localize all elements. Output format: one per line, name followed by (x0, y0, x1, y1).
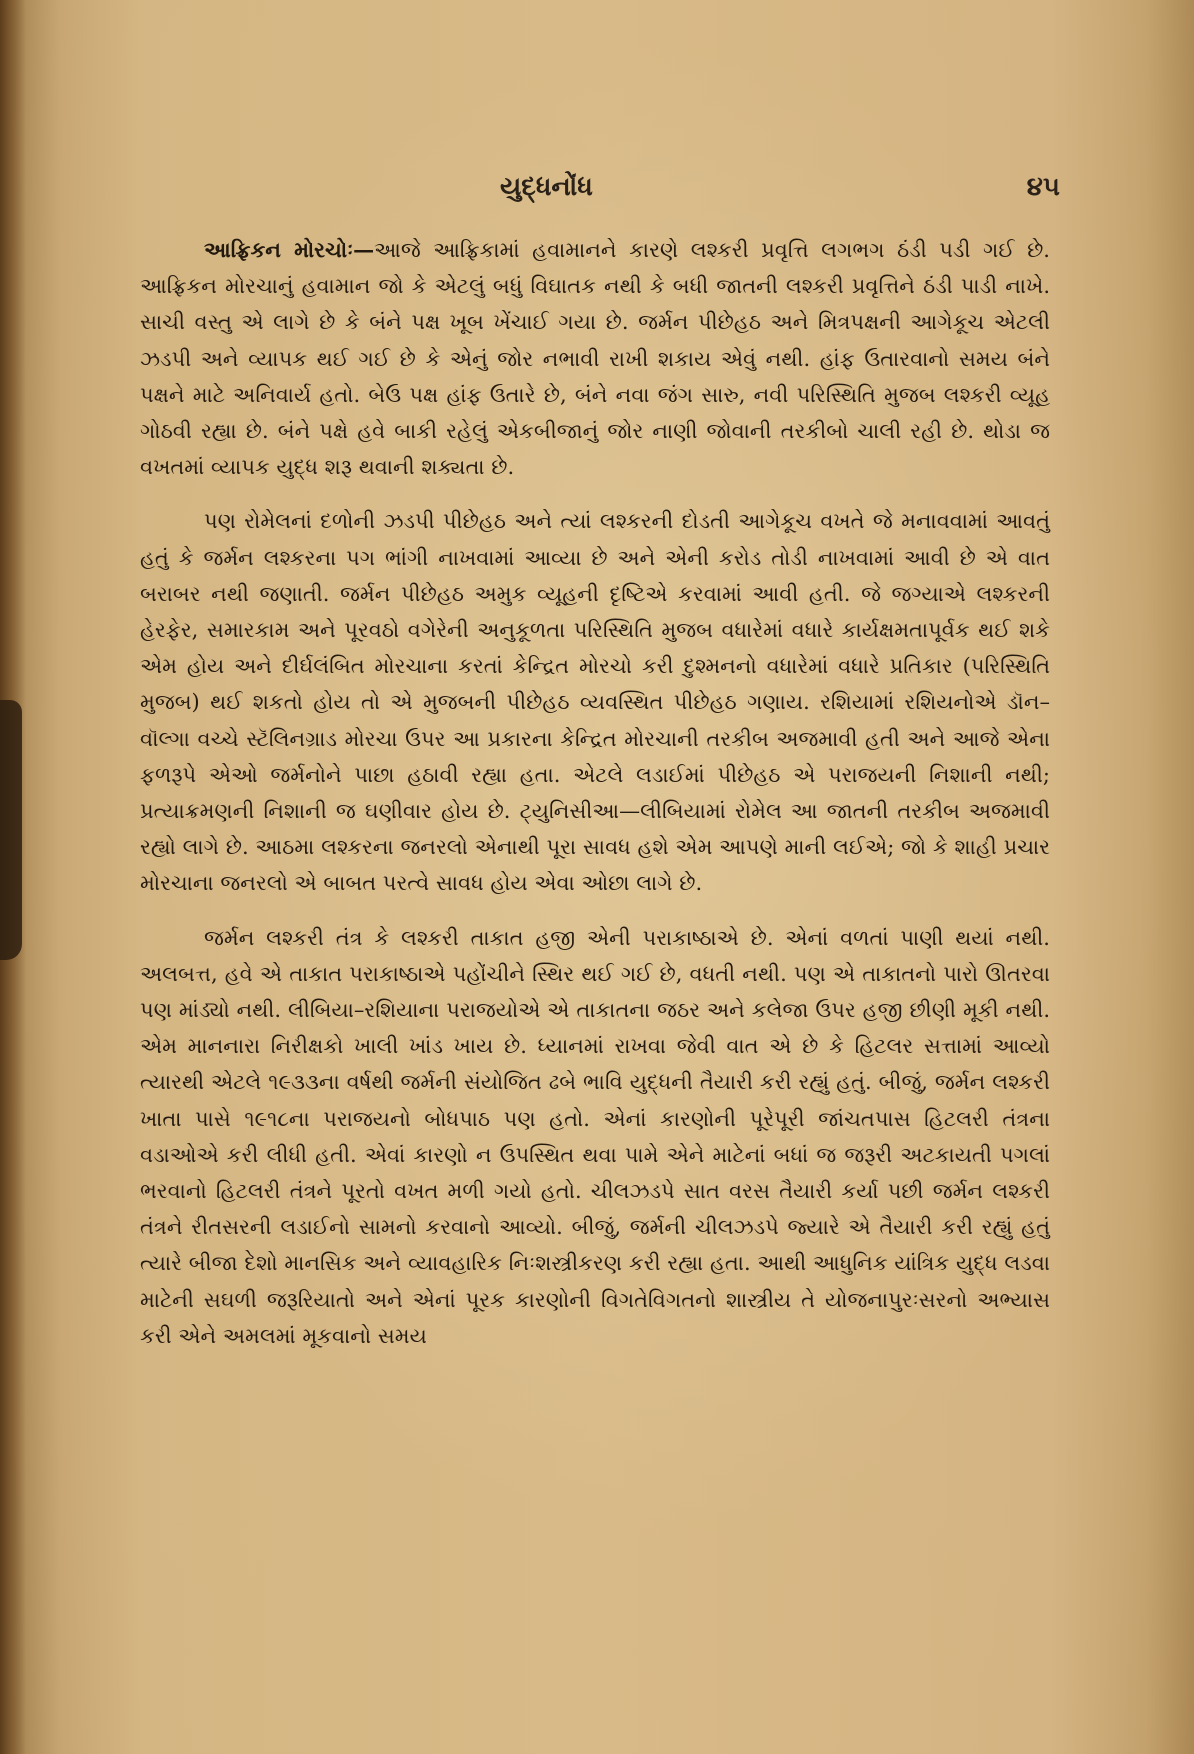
torn-margin (0, 700, 22, 960)
paragraph-rommel-retreat (140, 503, 1050, 901)
section-heading: આફ્રિકન મોરચોઃ— (204, 237, 375, 262)
paragraph-text: આજે આફ્રિકામાં હવામાનને કારણે લશ્કરી પ્રવૃત્તિ લગભગ ઠંડી પડી ગઈ છે. આફ્રિકન મોરચાનું હવામાન જો કે એટલું બધું વિઘાતક નથી કે બધી જાતની લશ્કરી પ્રવૃત્તિને ઠંડી પાડી નાખે. સાચી વસ્તુ એ લાગે છે કે બંને પક્ષ ખૂબ ખેંચાઈ ગયા છે. જર્મન પીછેહઠ અને મિત્રપક્ષની આગેકૂચ એટલી ઝડપી અને વ્યાપક થઈ ગઈ છે કે એનું જોર નભાવી રાખી શકાય એવું નથી. હાંફ ઉતારવાનો સમય બંને પક્ષને માટે અનિવાર્ય હતો. બેઉ પક્ષ હાંફ ઉતારે છે, બંને નવા જંગ સારુ, નવી પરિસ્થિતિ મુજબ લશ્કરી વ્યૂહ ગોઠવી રહ્યા છે. બંને પક્ષે હવે બાકી રહેલું એકબીજાનું જોર નાણી જોવાની તરકીબો ચાલી રહી છે. થોડા જ વખતમાં વ્યાપક યુદ્ધ શરૂ થવાની શક્યતા છે. (140, 238, 1050, 480)
page-number: ૪૫ (1026, 172, 1060, 202)
paragraph-african-front (140, 232, 1050, 485)
page-header (120, 172, 1060, 212)
running-title: યુદ્ધનોંધ (500, 172, 593, 202)
body-text (140, 232, 1050, 1372)
paragraph-text: પણ રોમેલનાં દળોની ઝડપી પીછેહઠ અને ત્યાં લશ્કરની દોડતી આગેકૂચ વખતે જે મનાવવામાં આવતું હતું કે જર્મન લશ્કરના પગ ભાંગી નાખવામાં આવ્યા છે અને એની કરોડ તોડી નાખવામાં આવી છે એ વાત બરાબર નથી જણાતી. જર્મન પીછેહઠ અમુક વ્યૂહની દૃષ્ટિએ કરવામાં આવી હતી. જે જગ્યાએ લશ્કરની હેરફેર, સમારકામ અને પૂરવઠો વગેરેની અનુકૂળતા પરિસ્થિતિ મુજબ વધારેમાં વધારે કાર્યક્ષમતાપૂર્વક થઈ શકે એમ હોય અને દીર્ઘલંબિત મોરચાના કરતાં કેન્દ્રિત મોરચો કરી દુશ્મનનો વધારેમાં વધારે પ્રતિકાર (પરિસ્થિતિ મુજબ) થઈ શકતો હોય તો એ મુજબની પીછેહઠ વ્યવસ્થિત પીછેહઠ ગણાય. રશિયામાં રશિયનોએ ડૉન–વૉલ્ગા વચ્ચે સ્ટૅલિનગ્રાડ મોરચા ઉપર આ પ્રકારના કેન્દ્રિત મોરચાની તરકીબ અજમાવી હતી અને આજે એના ફળરૂપે એઓ જર્મનોને પાછા હઠાવી રહ્યા હતા. એટલે લડાઈમાં પીછેહઠ એ પરાજયની નિશાની નથી; પ્રત્યાક્રમણની નિશાની જ ઘણીવાર હોય છે. ટ્યુનિસીઆ—લીબિયામાં રોમેલ આ જાતની તરકીબ અજમાવી રહ્યો લાગે છે. આઠમા લશ્કરના જનરલો એનાથી પૂરા સાવધ હશે એમ આપણે માની લઈએ; જો કે શાહી પ્રચાર મોરચાના જનરલો એ બાબત પરત્વે સાવધ હોય એવા ઓછા લાગે છે. (140, 509, 1050, 896)
paragraph-german-military (140, 920, 1050, 1354)
paragraph-text: જર્મન લશ્કરી તંત્ર કે લશ્કરી તાકાત હજી એની પરાકાષ્ઠાએ છે. એનાં વળતાં પાણી થયાં નથી. અલબત્ત, હવે એ તાકાત પરાકાષ્ઠાએ પહોંચીને સ્થિર થઈ ગઈ છે, વધતી નથી. પણ એ તાકાતનો પારો ઊતરવા પણ માંડ્યો નથી. લીબિયા–રશિયાના પરાજયોએ એ તાકાતના જઠર અને કલેજા ઉપર હજી છીણી મૂકી નથી. એમ માનનારા નિરીક્ષકો ખાલી ખાંડ ખાય છે. ધ્યાનમાં રાખવા જેવી વાત એ છે કે હિટલર સત્તામાં આવ્યો ત્યારથી એટલે ૧૯૩૩ના વર્ષથી જર્મની સંયોજિત ઢબે ભાવિ યુદ્ધની તૈયારી કરી રહ્યું હતું. બીજું, જર્મન લશ્કરી ખાતા પાસે ૧૯૧૮ના પરાજયનો બોધપાઠ પણ હતો. એનાં કારણોની પૂરેપૂરી જાંચતપાસ હિટલરી તંત્રના વડાઓએ કરી લીધી હતી. એવાં કારણો ન ઉપસ્થિત થવા પામે એને માટેનાં બધાં જ જરૂરી અટકાયતી પગલાં ભરવાનો હિટલરી તંત્રને પૂરતો વખત મળી ગયો હતો. ચીલઝડપે સાત વરસ તૈયારી કર્યા પછી જર્મન લશ્કરી તંત્રને રીતસરની લડાઈનો સામનો કરવાનો આવ્યો. બીજું, જર્મની ચીલઝડપે જ્યારે એ તૈયારી કરી રહ્યું હતું ત્યારે બીજા દેશો માનસિક અને વ્યાવહારિક નિઃશસ્ત્રીકરણ કરી રહ્યા હતા. આથી આધુનિક યાંત્રિક યુદ્ધ લડવા માટેની સઘળી જરૂરિયાતો અને એનાં પૂરક કારણોની વિગતેવિગતનો શાસ્ત્રીય તે યોજનાપુરઃસરનો અભ્યાસ કરી એને અમલમાં મૂકવાનો સમય (140, 925, 1050, 1348)
